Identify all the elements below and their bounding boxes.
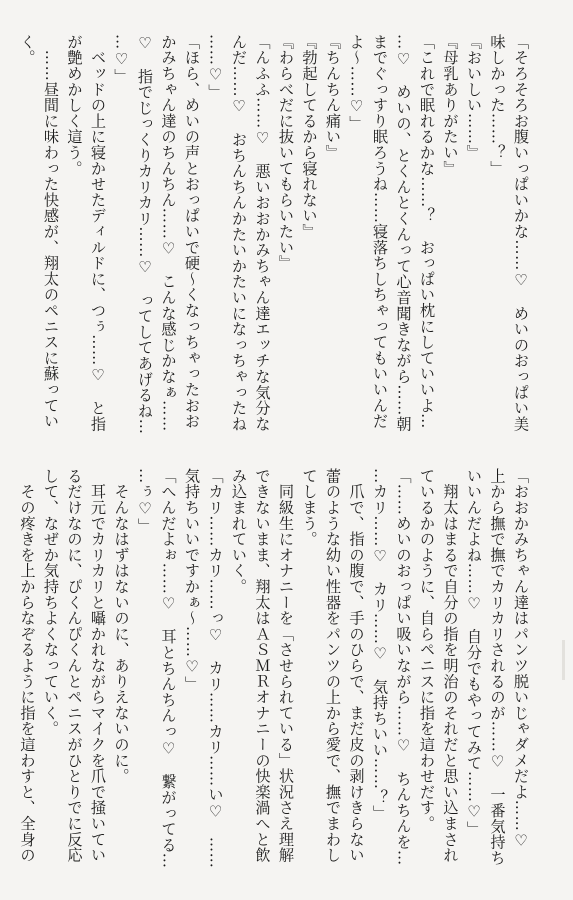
text-column: んだ……♡ おちんちんかたいかたいになっちゃったね bbox=[230, 34, 248, 432]
text-column: ♡ 指でじっくりカリカリ……♡ ってしてあげるね… bbox=[136, 34, 154, 435]
text-column: 蕾のような幼い性器をパンツの上から愛で、撫でまわし bbox=[324, 468, 342, 863]
text-block-top bbox=[16, 34, 533, 439]
text-column: 『わらべだに抜いてもらいたい』 bbox=[277, 34, 295, 271]
text-column: 『母乳ありがたい』 bbox=[441, 34, 460, 177]
text-column: るだけなのに、ぴくんぴくんとペニスがひとりでに反応 bbox=[65, 468, 84, 863]
text-column: …ぅ♡」 bbox=[136, 468, 154, 534]
scan-artifact bbox=[562, 640, 565, 680]
text-column: かみちゃん達のちんちん……♡ こんな感じかなぁ…… bbox=[159, 34, 178, 432]
text-column: ているかのように、自らペニスに指を這わせだす。 bbox=[418, 468, 436, 832]
text-column: …♡」 bbox=[112, 34, 131, 85]
text-column: 「ほら、めいの声とおっぱいで硬～くなっちゃったおお bbox=[183, 34, 201, 429]
text-column: く。 bbox=[18, 34, 37, 66]
text-column: ベッドの上に寝かせたディルドに、つぅ……♡ と指 bbox=[89, 34, 107, 432]
text-column: よ～……♡」 bbox=[347, 34, 366, 132]
text-column: その疼きを上からなぞるように指を這わすと、全身の bbox=[18, 468, 37, 863]
text-column: 「へんだよぉ……♡ 耳とちんちんっ♡ 繋がってる… bbox=[159, 468, 178, 869]
text-column: そんなはずはないのに、ありえないのに。 bbox=[112, 468, 131, 784]
text-column: 耳元でカリカリと囁かれながらマイクを爪で掻いてい bbox=[89, 468, 107, 863]
text-column: が艶めかしく這う。 bbox=[65, 34, 84, 177]
text-column: ……昼間に味わった快感が、翔太のペニスに蘇ってい bbox=[42, 34, 60, 429]
text-column: 爪で、指の腹で、手のひらで、まだ皮の剥けきらない bbox=[347, 468, 366, 863]
text-column: 翔太はまるで自分の指を明治のそれだと思い込まされ bbox=[441, 468, 460, 863]
text-column: 『ちんちん痛い』 bbox=[324, 34, 342, 161]
text-column: できないまま、翔太はＡＳＭＲオナニーの快楽渦へと飲 bbox=[253, 468, 272, 863]
text-column: てしまう。 bbox=[300, 468, 319, 547]
text-column: して、なぜか気持ちよくなっていく。 bbox=[42, 468, 60, 737]
text-column: …カリ……♡ カリ……♡ 気持ちいい……？」 bbox=[371, 468, 389, 822]
text-column: 気持ちいいですかぁ～……♡」 bbox=[183, 468, 201, 692]
text-column: 同級生にオナニーを「させられている」状況さえ理解 bbox=[277, 468, 295, 863]
text-column: 「これで眠れるかな……？ おっぱい枕にしていいよ… bbox=[418, 34, 436, 429]
text-column: 『おいしい……』 bbox=[465, 34, 483, 161]
text-column: までぐっすり眠ろうね……寝落ちしちゃってもいいんだ bbox=[371, 34, 389, 429]
text-column: 「そろそろお腹いっぱいかな……♡ めいのおっぱい美 bbox=[512, 34, 530, 432]
text-column: 「んふふ……♡ 悪いおおかみちゃん達エッチな気分な bbox=[253, 34, 272, 432]
text-column: 「おおかみちゃん達はパンツ脱いじゃダメだよ……♡ bbox=[512, 468, 530, 850]
text-column: 上から撫で撫でカリカリされるのが……♡ 一番気持ち bbox=[488, 468, 507, 866]
text-column: 『勃起してるから寝れない』 bbox=[300, 34, 319, 240]
text-column: 「……めいのおっぱい吸いながら……♡ ちんちんを… bbox=[394, 468, 413, 866]
text-column: 「カリ……カリ……っ♡ カリ……カリ……い♡ …… bbox=[206, 468, 225, 869]
text-column: …♡ めいの、とくんとくんって心音聞きながら……朝 bbox=[394, 34, 413, 432]
text-column: み込まれていく。 bbox=[230, 468, 248, 595]
text-column: 味しかった……？」 bbox=[488, 34, 507, 177]
text-block-bottom bbox=[16, 468, 533, 888]
text-column: いいんだよね……♡ 自分でもやってみて……♡」 bbox=[465, 468, 483, 837]
text-column: ……♡」 bbox=[206, 34, 225, 100]
